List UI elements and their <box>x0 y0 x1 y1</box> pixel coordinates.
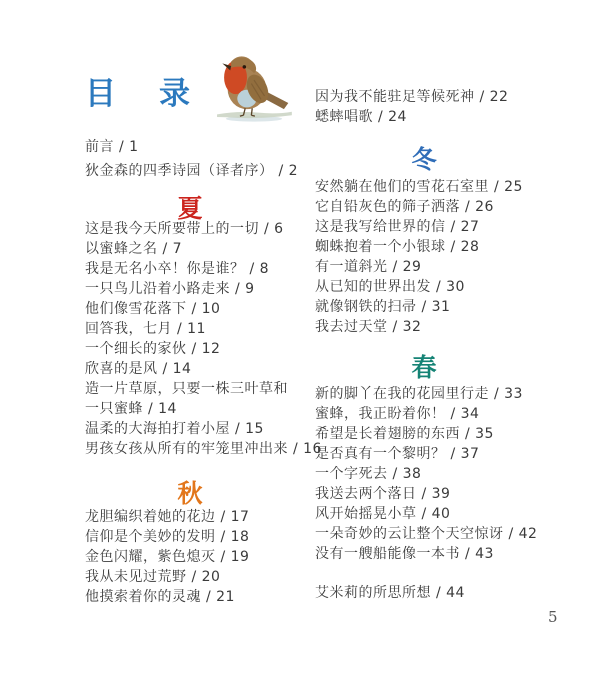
toc-entry: 以蜜蜂之名 / 7 <box>85 241 183 257</box>
toc-entry: 金色闪耀，紫色熄灭 / 19 <box>85 549 250 565</box>
toc-entry: 一只鸟儿沿着小路走来 / 9 <box>85 281 255 297</box>
summer-section-list <box>85 219 322 459</box>
toc-entry: 龙胆编织着她的花边 / 17 <box>85 509 250 525</box>
toc-entry: 造一片草原，只要一株三叶草和 <box>85 381 288 397</box>
toc-entry: 安然躺在他们的雪花石室里 / 25 <box>315 179 523 195</box>
toc-entry: 新的脚丫在我的花园里行走 / 33 <box>315 386 523 402</box>
toc-entry: 温柔的大海拍打着小屋 / 15 <box>85 421 264 437</box>
toc-entry: 蜜蜂，我正盼着你！ / 34 <box>315 406 480 422</box>
toc-entry: 就像钢铁的扫帚 / 31 <box>315 299 451 315</box>
section-header-summer: 夏 <box>177 194 203 223</box>
robin-bird-illustration <box>210 50 298 126</box>
toc-entry: 这是我写给世界的信 / 27 <box>315 219 480 235</box>
closing-entry-block <box>315 583 465 603</box>
toc-entry: 没有一艘船能像一本书 / 43 <box>315 546 494 562</box>
autumn-section-list <box>85 507 249 607</box>
toc-entry: 这是我今天所要带上的一切 / 6 <box>85 221 284 237</box>
toc-entry: 蟋蟀唱歌 / 24 <box>315 109 407 125</box>
toc-entry: 我是无名小卒！你是谁？ / 8 <box>85 261 270 277</box>
front-matter-list <box>85 135 298 183</box>
toc-entry: 我去过天堂 / 32 <box>315 319 422 335</box>
toc-entry-translator-preface: 狄金森的四季诗园（译者序） / 2 <box>85 163 299 179</box>
toc-entry: 他摸索着你的灵魂 / 21 <box>85 589 235 605</box>
toc-entry: 我从未见过荒野 / 20 <box>85 569 221 585</box>
toc-entry: 我送去两个落日 / 39 <box>315 486 451 502</box>
winter-section-list <box>315 177 523 337</box>
toc-entry: 信仰是个美妙的发明 / 18 <box>85 529 250 545</box>
toc-entry: 从已知的世界出发 / 30 <box>315 279 465 295</box>
toc-entry: 一个字死去 / 38 <box>315 466 422 482</box>
toc-entry: 有一道斜光 / 29 <box>315 259 422 275</box>
toc-entry: 他们像雪花落下 / 10 <box>85 301 221 317</box>
page-title: 目 录 <box>85 76 196 112</box>
toc-entry: 是否真有一个黎明？ / 37 <box>315 446 480 462</box>
toc-entry: 一朵奇妙的云让整个天空惊讶 / 42 <box>315 526 538 542</box>
toc-entry: 希望是长着翅膀的东西 / 35 <box>315 426 494 442</box>
toc-entry: 蜘蛛抱着一个小银球 / 28 <box>315 239 480 255</box>
toc-entry: 因为我不能驻足等候死神 / 22 <box>315 89 509 105</box>
toc-entry: 男孩女孩从所有的牢笼里冲出来 / 16 <box>85 441 322 457</box>
toc-entry-emily-thoughts: 艾米莉的所思所想 / 44 <box>315 585 465 601</box>
toc-entry: 一个细长的家伙 / 12 <box>85 341 221 357</box>
toc-entry: 欣喜的是风 / 14 <box>85 361 192 377</box>
toc-entry-foreword: 前言 / 1 <box>85 139 139 155</box>
section-header-autumn: 秋 <box>177 479 203 508</box>
toc-entry: 它自铅灰色的筛子洒落 / 26 <box>315 199 494 215</box>
page-number: 5 <box>548 608 558 626</box>
toc-entry: 风开始摇晃小草 / 40 <box>315 506 451 522</box>
section-header-spring: 春 <box>411 353 437 382</box>
section-header-winter: 冬 <box>411 145 437 174</box>
toc-entry: 回答我，七月 / 11 <box>85 321 206 337</box>
ground-branch <box>217 112 292 118</box>
autumn-section-continued-list <box>315 87 508 127</box>
toc-entry: 一只蜜蜂 / 14 <box>85 401 177 417</box>
spring-section-list <box>315 384 537 564</box>
bird-eye <box>243 65 247 69</box>
